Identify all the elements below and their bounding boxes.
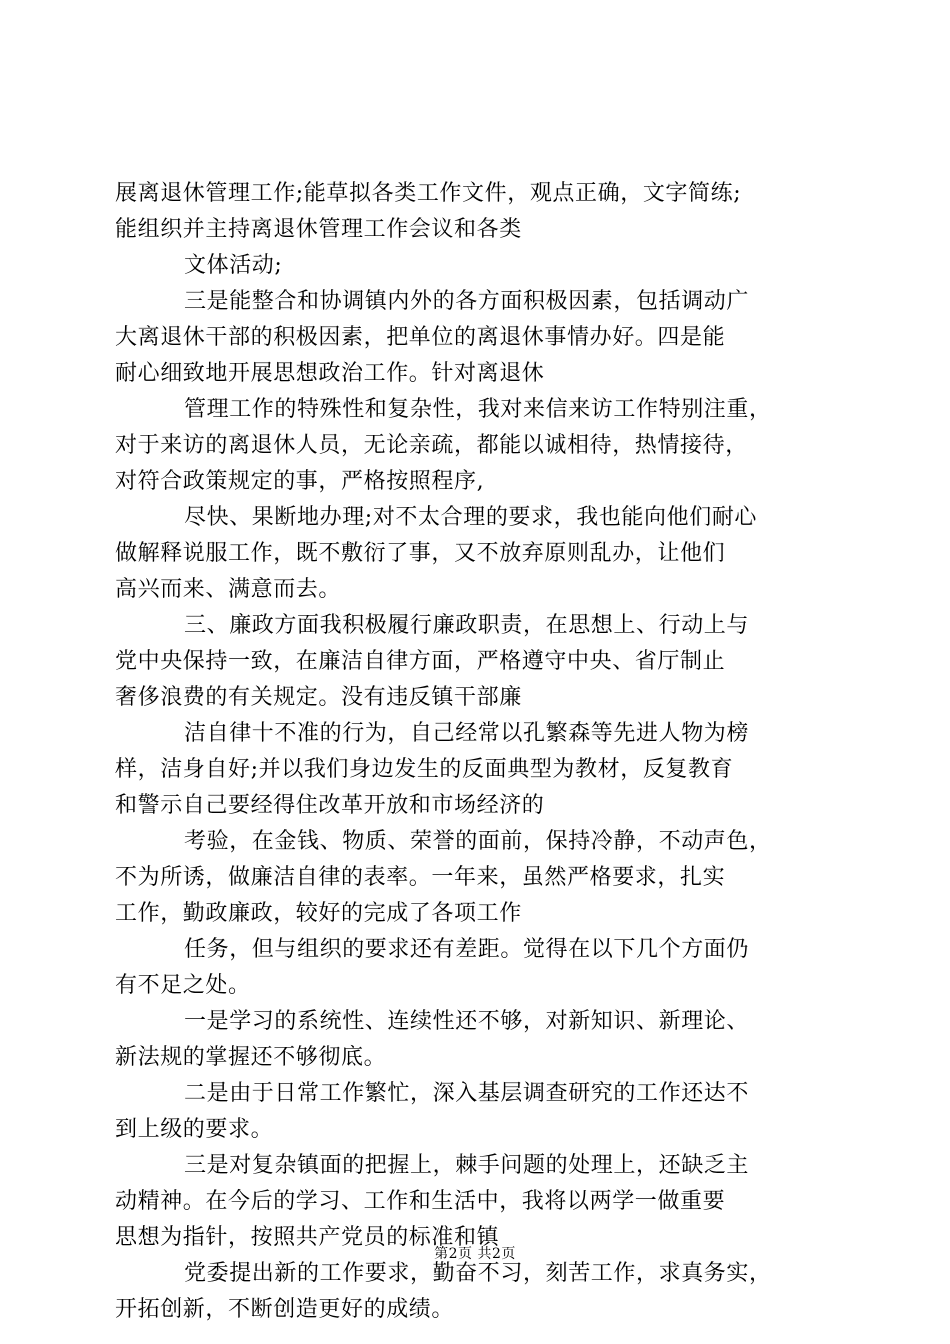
text-line: 大离退休干部的积极因素，把单位的离退休事情办好。四是能 [115,325,726,350]
text-line: 文体活动; [184,253,283,278]
paragraph-8 [115,824,845,932]
text-line: 样，洁身自好;并以我们身边发生的反面典型为教材，反复教育 [115,757,734,782]
text-line: 高兴而来、满意而去。 [115,577,342,602]
text-line: 尽快、果断地办理;对不太合理的要求，我也能向他们耐心 [184,505,758,530]
text-line: 展离退休管理工作;能草拟各类工作文件，观点正确，文字简练; [115,181,742,206]
paragraph-13 [115,1256,845,1328]
text-line: 到上级的要求。 [115,1117,274,1142]
paragraph-11 [115,1076,845,1148]
text-line: 对于来访的离退休人员，无论亲疏，都能以诚相待，热情接待， [115,433,748,458]
page-footer: 第2页 共2页 [434,1246,516,1262]
text-line: 三是对复杂镇面的把握上，棘手问题的处理上，还缺乏主 [184,1153,750,1178]
text-line: 二是由于日常工作繁忙，深入基层调查研究的工作还达不 [184,1081,750,1106]
paragraph-5 [115,500,845,608]
text-line: 有不足之处。 [115,973,251,998]
text-line: 耐心细致地开展思想政治工作。针对离退休 [115,361,545,386]
text-line: 动精神。在今后的学习、工作和生活中，我将以两学一做重要 [115,1189,726,1214]
text-line: 做解释说服工作，既不敷衍了事，又不放弃原则乱办，让他们 [115,541,726,566]
paragraph-3 [115,284,845,392]
text-line: 新法规的掌握还不够彻底。 [115,1045,387,1070]
text-line: 三、廉政方面我积极履行廉政职责，在思想上、行动上与 [184,613,750,638]
text-line: 三是能整合和协调镇内外的各方面积极因素，包括调动广 [184,289,750,314]
text-line: 任务，但与组织的要求还有差距。觉得在以下几个方面仍 [184,937,750,962]
text-line: 能组织并主持离退休管理工作会议和各类 [115,217,522,242]
paragraph-2 [115,248,845,284]
text-line: 奢侈浪费的有关规定。没有违反镇干部廉 [115,685,522,710]
paragraph-12 [115,1148,845,1256]
text-line: 党委提出新的工作要求，勤奋不习，刻苦工作，求真务实， [184,1261,772,1286]
text-line: 党中央保持一致，在廉洁自律方面，严格遵守中央、省厅制止 [115,649,726,674]
text-line: 一是学习的系统性、连续性还不够，对新知识、新理论、 [184,1009,750,1034]
text-line: 不为所诱，做廉洁自律的表率。一年来，虽然严格要求，扎实 [115,865,726,890]
paragraph-7 [115,716,845,824]
text-line: 和警示自己要经得住改革开放和市场经济的 [115,793,545,818]
paragraph-4 [115,392,845,500]
paragraph-1 [115,176,845,248]
text-line: 对符合政策规定的事，严格按照程序, [115,469,485,494]
paragraph-9 [115,932,845,1004]
paragraph-10 [115,1004,845,1076]
text-line: 开拓创新，不断创造更好的成绩。 [115,1297,455,1322]
text-line: 洁自律十不准的行为，自己经常以孔繁森等先进人物为榜 [184,721,750,746]
document-body [115,176,845,1328]
text-line: 思想为指针，按照共产党员的标准和镇 [115,1225,500,1250]
text-line: 管理工作的特殊性和复杂性，我对来信来访工作特别注重， [184,397,772,422]
text-line: 工作，勤政廉政，较好的完成了各项工作 [115,901,522,926]
text-line: 考验，在金钱、物质、荣誉的面前，保持冷静，不动声色， [184,829,772,854]
paragraph-6 [115,608,845,716]
